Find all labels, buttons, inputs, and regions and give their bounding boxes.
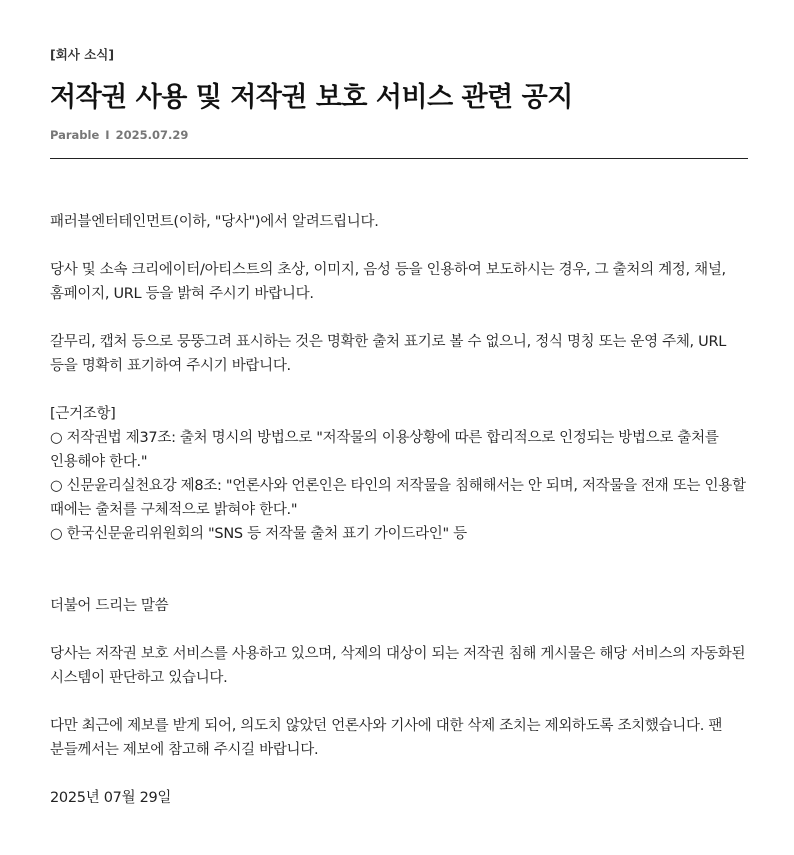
extra-heading: 더불어 드리는 말씀 <box>50 598 169 614</box>
meta-separator: I <box>105 128 110 142</box>
source-request-paragraph: 당사 및 소속 크리에이터/아티스트의 초상, 이미지, 음성 등을 인용하여 보도하시는 경우, 그 출처의 계정, 채널, 홈페이지, URL 등을 밝혀 주시기 바랍니다. <box>50 262 726 302</box>
title-divider <box>50 158 748 159</box>
capture-notice-paragraph: 갈무리, 캡처 등으로 뭉뚱그려 표시하는 것은 명확한 출처 표기로 볼 수 없으니, 정식 명칭 또는 운영 주체, URL 등을 명확히 표기하여 주시기 바랍니다. <box>50 334 727 374</box>
basis-item: ○ 저작권법 제37조: 출처 명시의 방법으로 "저작물의 이용상황에 따른 합리적으로 인정되는 방법으로 출처를 인용해야 한다." <box>50 430 719 470</box>
intro-paragraph: 패러블엔터테인먼트(이하, "당사")에서 알려드립니다. <box>50 214 379 230</box>
article-title: 저작권 사용 및 저작권 보호 서비스 관련 공지 <box>50 82 573 113</box>
article-category: [회사 소식] <box>50 47 115 62</box>
article-author: Parable <box>50 128 100 142</box>
basis-item: ○ 한국신문윤리위원회의 "SNS 등 저작물 출처 표기 가이드라인" 등 <box>50 526 467 542</box>
closing-date: 2025년 07월 29일 <box>50 790 172 806</box>
article-body <box>50 210 748 810</box>
basis-heading: [근거조항] <box>50 406 116 422</box>
protection-service-paragraph: 당사는 저작권 보호 서비스를 사용하고 있으며, 삭제의 대상이 되는 저작권 침해 게시물은 해당 서비스의 자동화된 시스템이 판단하고 있습니다. <box>50 646 746 686</box>
article-date: 2025.07.29 <box>115 128 189 142</box>
article-meta <box>50 126 188 144</box>
report-notice-paragraph: 다만 최근에 제보를 받게 되어, 의도치 않았던 언론사와 기사에 대한 삭제 조치는 제외하도록 조치했습니다. 팬 분들께서는 제보에 참고해 주시길 바랍니다. <box>50 718 723 758</box>
basis-item: ○ 신문윤리실천요강 제8조: "언론사와 언론인은 타인의 저작물을 침해해서는 안 되며, 저작물을 전재 또는 인용할 때에는 출처를 구체적으로 밝혀야 한다." <box>50 478 746 518</box>
